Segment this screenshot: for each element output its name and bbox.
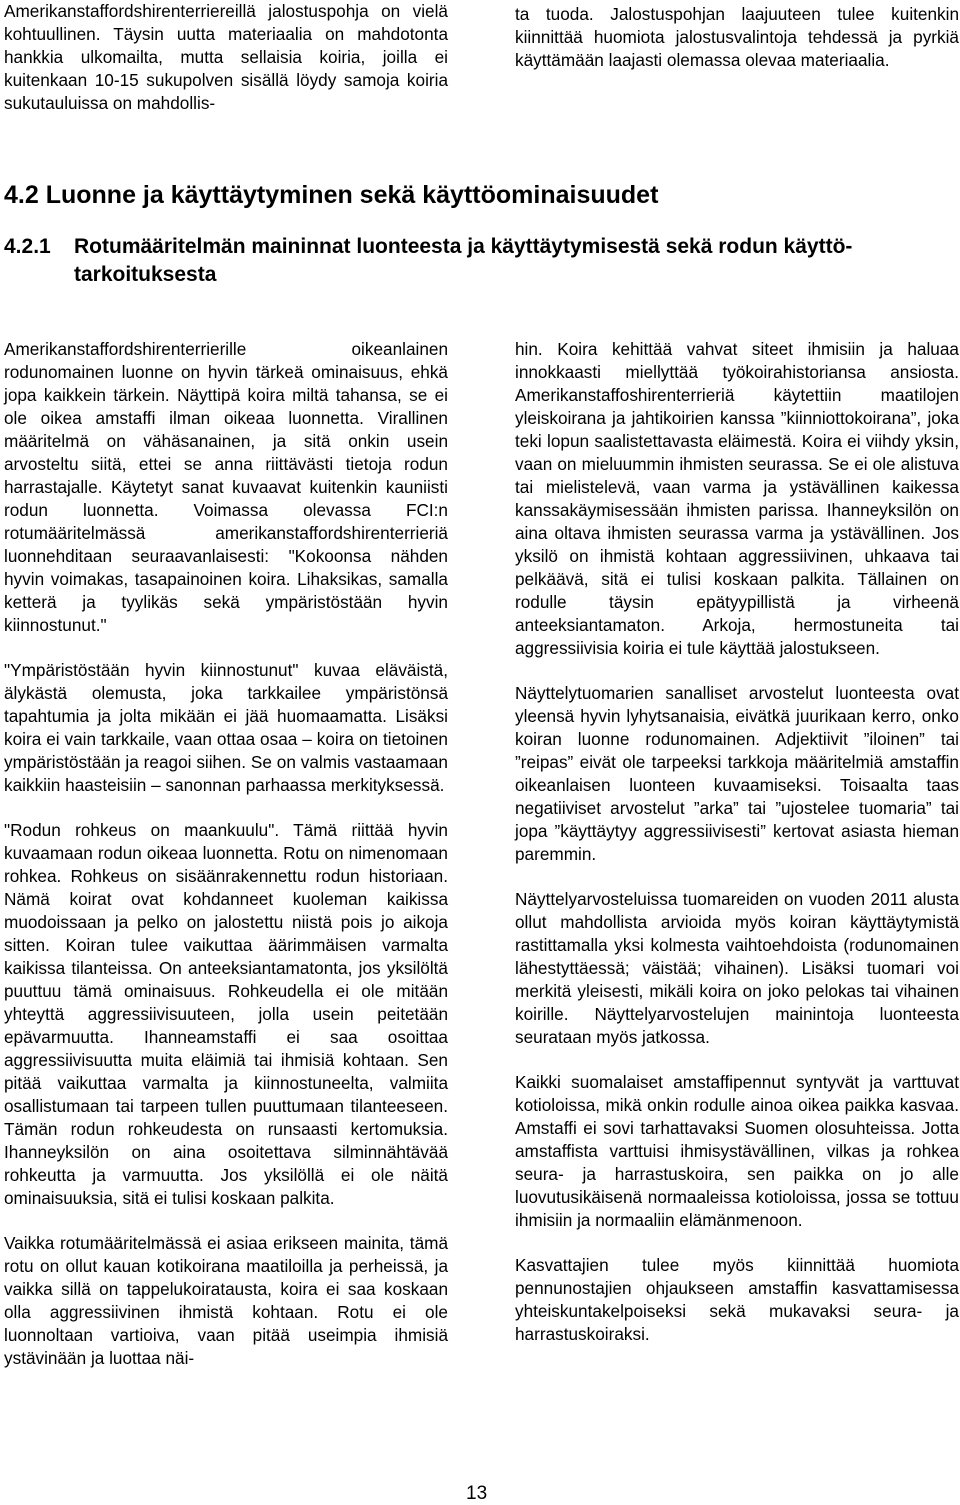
body-paragraph: hin. Koira kehittää vahvat siteet ihmisiin ja haluaa innokkaasti miellyttää työkoirahistoriansa ansiosta. Amerikanstaffoshirenterrieriä käytettiin maatilojen yleiskoirana ja jahtikoirien kanssa ”kiinniottokoirana”, joka teki lopun saalistettavasta eläimestä. Koira ei viihdy yksin, vaan on mieluummin ihmisten seurassa. Se ei ole alistuva tai mielistelevä, vaan varma ja ystävällinen kaikessa kanssakäymisessään ihmisten parissa. Ihanneyksilön on aina oltava ihmisten seurassa varma ja ystävällinen. Jos yksilö on ihmistä kohtaan aggressiivinen, uhkaava tai pelkäävä, sitä ei tulisi koskaan palkita. Tällainen on rodulle täysin epätyypillistä ja virheenä anteeksiantamaton. Arkoja, hermostuneita tai aggressiivisia koiria ei tule käyttää jalostukseen. <box>515 339 959 658</box>
section-title: Luonne ja käyttäytyminen sekä käyttöominaisuudet <box>45 181 659 209</box>
section-heading <box>4 180 658 210</box>
body-paragraph: Kasvattajien tulee myös kiinnittää huomiota pennunostajien ohjaukseen amstaffin kasvattamisessa yhteiskuntakelpoiseksi sekä mukavaksi seura- ja harrastuskoiraksi. <box>515 1255 959 1344</box>
subsection-heading <box>4 233 959 289</box>
subsection-title-line1: Rotumääritelmän maininnat luonteesta ja käyttäytymisestä sekä rodun käyttö- <box>74 235 853 258</box>
continued-paragraph-left <box>4 0 448 115</box>
subsection-title-line2: tarkoituksesta <box>74 263 217 286</box>
body-paragraph: "Ympäristöstään hyvin kiinnostunut" kuvaa eläväistä, älykästä olemusta, joka tarkkailee ympäristönsä tapahtumia ja jolta mikään ei jää huomaamatta. Lisäksi koira ei vain tarkkaile, vaan ottaa osaa – koira on tietoinen ympäristöstään ja reagoi siihen. Se on valmis vastaamaan kaikkiin haasteisiin – sanonnan parhaassa merkityksessä. <box>4 660 448 795</box>
section-number: 4.2 <box>4 181 39 209</box>
page-number: 13 <box>466 1483 488 1504</box>
body-paragraph: Näyttelyarvosteluissa tuomareiden on vuoden 2011 alusta ollut mahdollista arvioida myös koiran käyttäytymistä rastittamalla yksi kolmesta vaihtoehdoista (rodunomainen lähestyttäessä; väistää; vihainen). Lisäksi tuomari voi merkitä ylеisesti, mikäli koira on joko pelokas tai vihainen koirille. Näyttelyarvostelujen mainintoja luonteesta seurataan myös jatkossa. <box>515 889 959 1047</box>
continued-paragraph-right <box>515 3 959 72</box>
subsection-number: 4.2.1 <box>4 235 51 258</box>
body-paragraph: Vaikka rotumääritelmässä ei asiaa erikseen mainita, tämä rotu on ollut kauan kotikoirana maatiloilla ja perheissä, ja vaikka sillä on tappelukoiratausta, koira ei saa koskaan olla aggressiivinen ihmistä kohtaan. Rotu ei ole luonnoltaan vartioiva, vaan pitää useimpia ihmisiä ystävinään ja luottaa näi- <box>4 1233 448 1368</box>
body-paragraph: Kaikki suomalaiset amstaffipennut syntyvät ja varttuvat kotioloissa, mikä onkin rodulle ainoa oikea paikka kasvaa. Amstaffi ei sovi tarhattavaksi Suomen olosuhteissa. Jotta amstaffista varttuisi ihmisystävällinen, vilkas ja rohkea seura- ja harrastuskoira, sen paikka on jo alle luovutusikäisenä normaaleissa kotioloissa, jossa se tottuu ihmisiin ja normaaliin elämänmenoon. <box>515 1072 959 1230</box>
body-paragraph: ta tuoda. Jalostuspohjan laajuuteen tulee kuitenkin kiinnittää huomiota jalostusvalintoja tehdessä ja pyrkiä käyttämään laajasti olemassa olevaa materiaalia. <box>515 4 959 70</box>
body-paragraph: Amerikanstaffordshirenterrierille oikeanlainen rodunomainen luonne on hyvin tärkeä ominaisuus, ehkä jopa kaikkein tärkein. Näyttipä koira miltä tahansa, se ei ole oikea amstaffi ilman oikeaa luonnetta. Virallinen määritelmä on vähäsanainen, ja sitä onkin usein arvosteltu siitä, ettei se anna riittävästi tietoja rodun harrastajalle. Käytetyt sanat kuvaavat kuitenkin kauniisti rodun luonnetta. Voimassa olevassa FCI:n rotumääritelmässä amerikanstaffordshirenterrieriä luonnehditaan seuraavanlaisesti: "Kokoonsa nähden hyvin voimakas, tasapainoinen koira. Lihaksikas, samalla ketterä ja tyylikäs sekä ympäristöstään hyvin kiinnostunut." <box>4 339 448 635</box>
body-paragraph: Näyttelytuomarien sanalliset arvostelut luonteesta ovat yleensä hyvin lyhytsanaisia, eivätkä juurikaan kerro, onko koiran luonne rodunomainen. Adjektiivit ”iloinen” tai ”reipas” eivät ole tarpeeksi tarkkoja määritelmiä amstaffin oikeanlaisen luonteen kuvaamiseksi. Toisaalta taas negatiiviset arvostelut ”arka” tai ”ujostelee tuomaria” tai jopa ”käyttäytyy aggressiivisesti” kertovat asiasta hieman paremmin. <box>515 683 959 864</box>
right-column <box>515 338 959 1368</box>
left-column <box>4 338 448 1392</box>
body-paragraph: "Rodun rohkeus on maankuulu". Tämä riittää hyvin kuvaamaan rodun oikeaa luonnetta. Rotu on nimenomaan rohkea. Rohkeus on sisäänrakennettu rodun historiaan. Nämä koirat ovat kohdanneet kuoleman kaikissa muodoissaan ja pelko on jalostettu niistä pois jo aikoja sitten. Koiran tulee vaikuttaa äärimmäisen varmalta kaikissa tilanteissa. On anteeksiantamatonta, jos yksilöltä puuttuu tämä ominaisuus. Rohkeudella ei ole mitään yhteyttä aggressiivisuuteen, jolla usein peitetään epävarmuutta. Ihanneamstaffi ei saa osoittaa aggressiivisuutta muita eläimiä tai ihmisiä kohtaan. Sen pitää vaikuttaa varmalta ja kiinnostuneelta, valmiita osallistumaan tai tarpeen tullen puuttumaan tilanteeseen. Tämän rodun rohkeudesta on runsaasti kertomuksia. Ihanneyksilön on aina osoitettava silminnähtävää rohkeutta ja varmuutta. Jos yksilöllä ei ole näitä ominaisuuksia, sitä ei tulisi koskaan palkita. <box>4 820 448 1208</box>
body-paragraph: Amerikanstaffordshirenterriereillä jalostuspohja on vielä kohtuullinen. Täysin uutta materiaalia on mahdotonta hankkia ulkomailta, mutta sellaisia koiria, joilla ei kuitenkaan 10-15 sukupolven sisällä löydy samoja koiria sukutauluissa on mahdollis- <box>4 1 448 113</box>
